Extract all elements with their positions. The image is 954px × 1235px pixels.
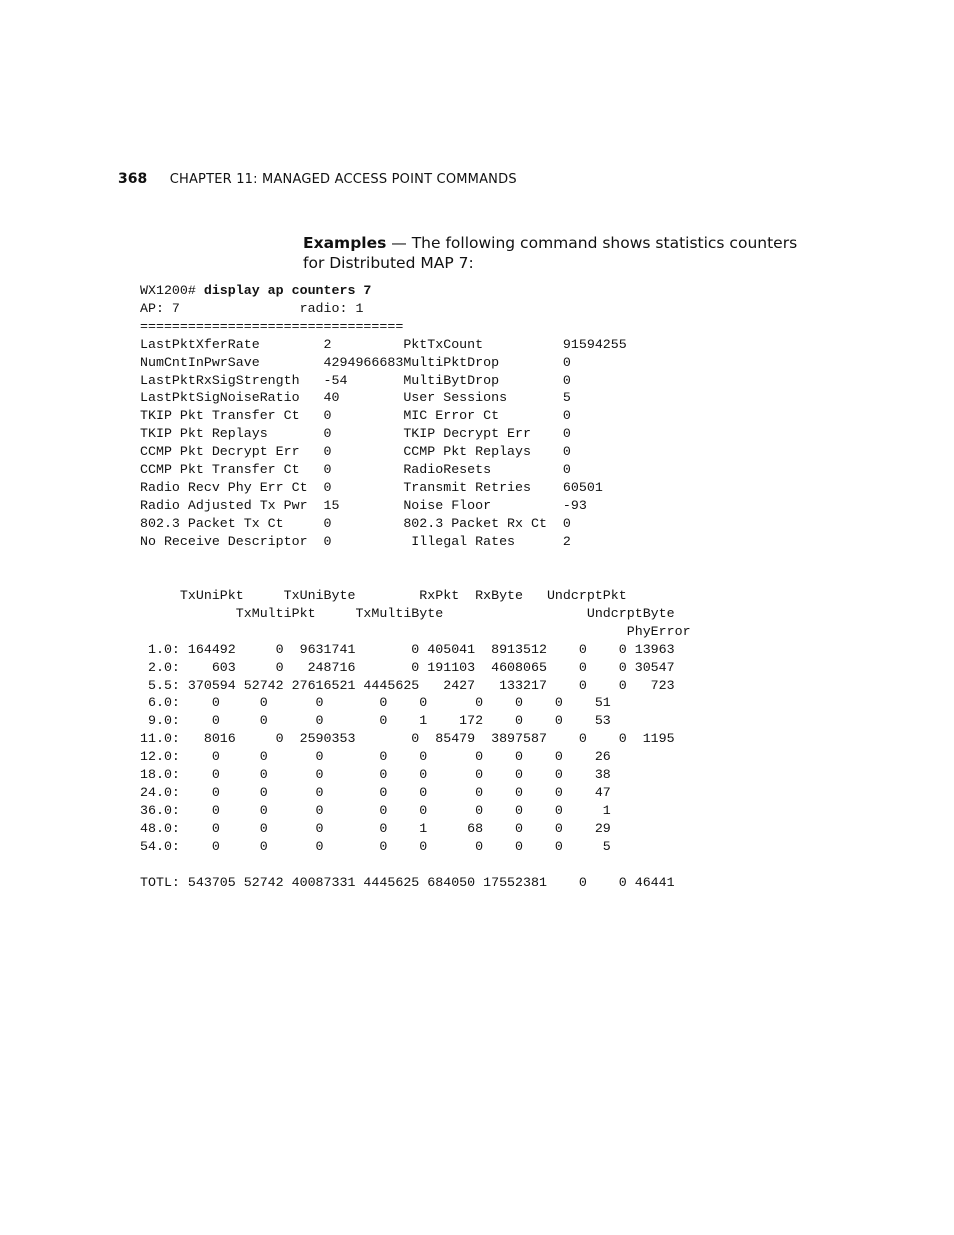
- chapter-title: CHAPTER 11: MANAGED ACCESS POINT COMMANDS: [169, 172, 517, 187]
- counters-block: AP: 7 radio: 1 ================================= LastPktXferRate 2 PktTxCount 91594255 NumCntInPwrSave 4294966683MultiPktDrop 0 LastPktRxSigStrength -54 MultiBytDrop 0 LastPktSigNoiseRatio 40 User Sessions 5 TKIP Pkt Transfer Ct 0 MIC Error Ct 0 TKIP Pkt Replays 0 TKIP Decrypt Err 0 CCMP Pkt Decrypt Err 0 CCMP Pkt Replays 0 CCMP Pkt Transfer Ct 0 RadioResets 0 Radio Recv Phy Err Ct 0 Transmit Retries 60501 Radio Adjusted Tx Pwr 15 Noise Floor -93 802.3 Packet Tx Ct 0 802.3 Packet Rx Ct 0 No Receive Descriptor 0 Illegal Rates 2: [140, 300, 627, 549]
- rate-table-output: TxUniPkt TxUniByte RxPkt RxByte UndcrptPkt TxMultiPkt TxMultiByte UndcrptByte PhyError 1.0: 164492 0 9631741 0 405041 8913512 0 0 13963 2.0: 603 0 248716 0 191103 4608065 0 0 30547 5.5: 370594 52742 27616521 4445625 2427 133217 0 0 723 6.0: 0 0 0 0 0 0 0 0 51 9.0: 0 0 0 0 1 172 0 0 53 11.0: 8016 0 2590353 0 85479 3897587 0 0 1195 12.0: 0 0 0 0 0 0 0 0 26 18.0: 0 0 0 0 0 0 0 0 38 24.0: 0 0 0 0 0 0 0 0 47 36.0: 0 0 0 0 0 0 0 0 1 48.0: 0 0 0 0 1 68 0 0 29 54.0: 0 0 0 0 0 0 0 0 5 TOTL: 543705 52742 40087331 4445625 684050 17552381 0 0 46441: [140, 588, 691, 890]
- page-header: [118, 171, 517, 187]
- counters-output: [140, 282, 627, 551]
- examples-label: Examples: [303, 234, 387, 252]
- cli-prompt: WX1200#: [140, 283, 204, 298]
- examples-text: — The following command shows statistics counters for Distributed MAP 7:: [303, 234, 798, 272]
- examples-intro: [303, 234, 823, 273]
- cli-command: display ap counters 7: [203, 283, 372, 298]
- page-number: 368: [118, 171, 148, 187]
